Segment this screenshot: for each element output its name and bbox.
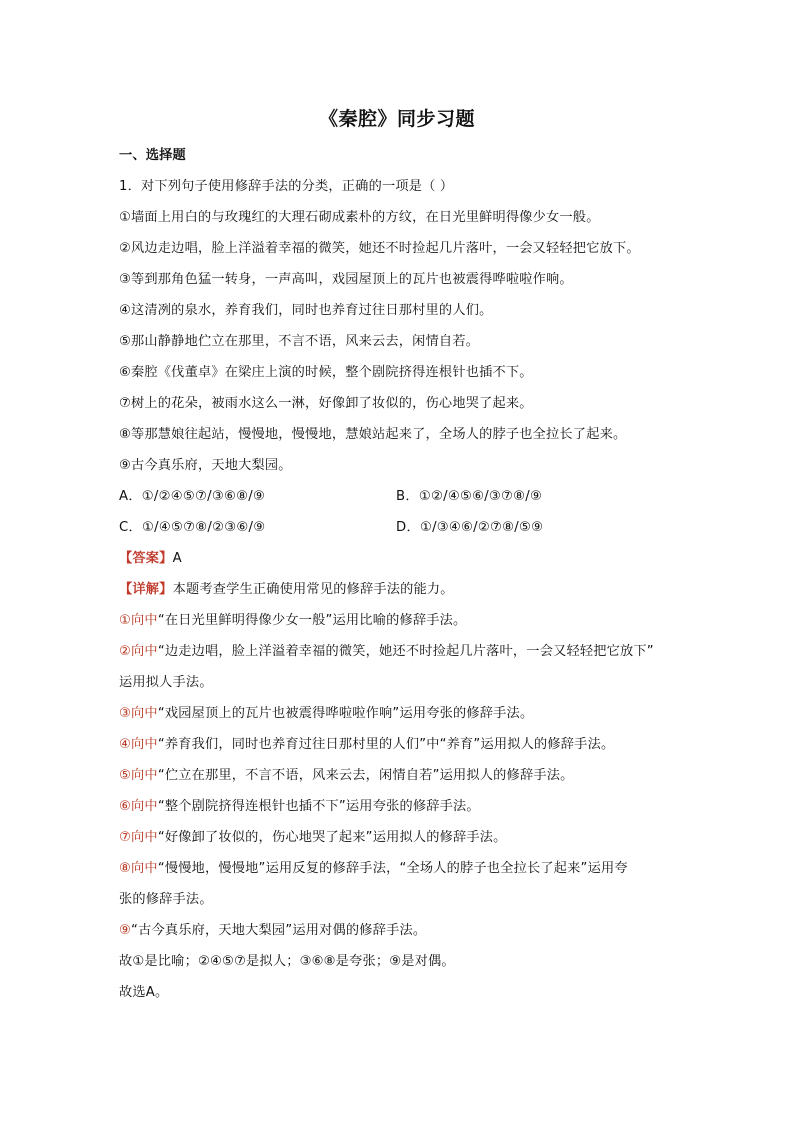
item-number: ③向中: [119, 706, 158, 721]
sentence-7: ⑦树上的花朵，被雨水这么一淋，好像卸了妆似的，伤心地哭了起来。: [119, 396, 533, 411]
explanation-line-8-cont: 张的修辞手法。: [119, 892, 213, 907]
explanation-summary: 故①是比喻；②④⑤⑦是拟人；③⑥⑧是夸张；⑨是对偶。: [119, 954, 455, 969]
answer-label: 【答案】: [119, 551, 173, 566]
item-number: ④向中: [119, 737, 158, 752]
option-a: A．①/②④⑤⑦/③⑥⑧/⑨: [119, 489, 266, 504]
explanation-line-8: ⑧向中“慢慢地，慢慢地”运用反复的修辞手法，“全场人的脖子也全拉长了起来”运用夸: [119, 861, 628, 876]
option-d: D．①/③④⑥/②⑦⑧/⑤⑨: [396, 520, 544, 535]
sentence-5: ⑤那山静静地伫立在那里，不言不语，风来云去，闲情自若。: [119, 334, 480, 349]
section-heading: 一、选择题: [119, 148, 186, 163]
explanation-intro: 本题考查学生正确使用常见的修辞手法的能力。: [172, 582, 454, 597]
option-c: C．①/④⑤⑦⑧/②③⑥/⑨: [119, 520, 266, 535]
item-number: ②向中: [119, 644, 158, 659]
option-b: B．①②/④⑤⑥/③⑦⑧/⑨: [396, 489, 543, 504]
explanation-line-2-cont: 运用拟人手法。: [119, 675, 213, 690]
explanation-line-7: ⑦向中“好像卸了妆似的，伤心地哭了起来”运用拟人的修辞手法。: [119, 830, 507, 845]
answer-value: A: [172, 551, 182, 566]
explanation-line-4: ④向中“养育我们，同时也养育过往日那村里的人们”中“养育”运用拟人的修辞手法。: [119, 737, 615, 752]
item-number: ①向中: [119, 613, 158, 628]
sentence-4: ④这清冽的泉水，养育我们，同时也养育过往日那村里的人们。: [119, 303, 493, 318]
explanation-line-2: ②向中“边走边唱，脸上洋溢着幸福的微笑，她还不时捡起几片落叶，一会又轻轻把它放下”: [119, 644, 654, 659]
sentence-6: ⑥秦腔《伐董卓》在梁庄上演的时候，整个剧院挤得连根针也插不下。: [119, 365, 533, 380]
explanation-conclusion: 故选A。: [119, 985, 169, 1000]
sentence-1: ①墙面上用白的与玫瑰红的大理石砌成素朴的方纹，在日光里鲜明得像少女一般。: [119, 210, 600, 225]
explanation-line-1: ①向中“在日光里鲜明得像少女一般”运用比喻的修辞手法。: [119, 613, 467, 628]
item-number: ⑥向中: [119, 799, 158, 814]
explanation-line-5: ⑤向中“伫立在那里，不言不语，风来云去，闲情自若”运用拟人的修辞手法。: [119, 768, 574, 783]
question-stem: 1．对下列句子使用修辞手法的分类，正确的一项是（ ）: [119, 179, 454, 194]
sentence-2: ②风边走边唱，脸上洋溢着幸福的微笑，她还不时捡起几片落叶，一会又轻轻把它放下。: [119, 241, 640, 256]
item-number: ⑦向中: [119, 830, 158, 845]
explanation-line-6: ⑥向中“整个剧院挤得连根针也插不下”运用夸张的修辞手法。: [119, 799, 480, 814]
sentence-3: ③等到那角色猛一转身，一声高叫，戏园屋顶上的瓦片也被震得哗啦啦作响。: [119, 272, 573, 287]
answer-line: [119, 549, 699, 569]
explanation-line-3: ③向中“戏园屋顶上的瓦片也被震得哗啦啦作响”运用夸张的修辞手法。: [119, 706, 534, 721]
page-title: 《秦腔》同步习题: [318, 108, 475, 130]
item-number: ⑤向中: [119, 768, 158, 783]
item-number: ⑨: [119, 923, 132, 938]
explanation-label: 【详解】: [119, 582, 173, 597]
explanation-line-9: ⑨“古今真乐府，天地大梨园”运用对偶的修辞手法。: [119, 923, 427, 938]
item-number: ⑧向中: [119, 861, 158, 876]
sentence-9: ⑨古今真乐府，天地大梨园。: [119, 458, 292, 473]
explanation-intro-line: [119, 580, 699, 600]
sentence-8: ⑧等那慧娘往起站，慢慢地，慢慢地，慧娘站起来了，全场人的脖子也全拉长了起来。: [119, 427, 627, 442]
